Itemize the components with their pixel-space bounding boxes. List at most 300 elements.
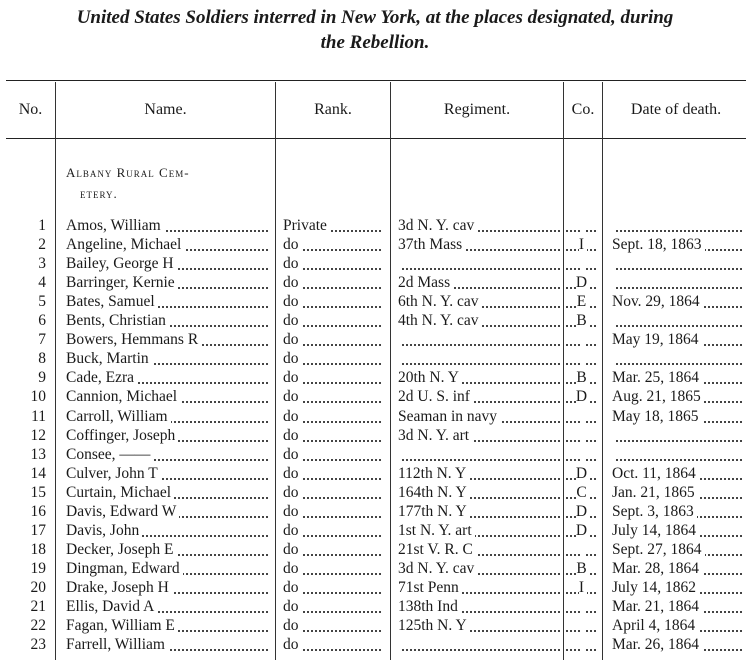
cell-no-text: 7	[38, 331, 46, 349]
cell-name	[66, 578, 272, 598]
cell-no-text: 15	[30, 483, 46, 501]
dot-leader	[566, 554, 596, 556]
cell-name-text: Drake, Joseph H	[66, 579, 172, 596]
cell-rank	[283, 578, 385, 598]
cell-name	[66, 349, 272, 369]
cell-rank	[283, 540, 385, 560]
cell-name-text: Davis, John	[66, 522, 142, 539]
cell-name	[66, 521, 272, 541]
header-co: Co.	[571, 101, 595, 118]
cell-regiment	[398, 387, 564, 407]
cell-name-text: Amos, William	[66, 217, 164, 234]
cell-date	[612, 426, 746, 446]
cell-co	[566, 254, 600, 274]
cell-regiment-text	[398, 446, 401, 463]
cell-name	[66, 311, 272, 331]
cell-name-text: Consee, ——	[66, 446, 153, 463]
cell-co	[566, 330, 600, 350]
cell-no-text: 5	[38, 293, 46, 311]
cell-no	[8, 578, 46, 598]
dot-leader	[612, 440, 742, 442]
cell-no	[8, 292, 46, 312]
cell-rank	[283, 502, 385, 522]
cell-rank	[283, 635, 385, 655]
cell-regiment-text: 71st Penn	[398, 579, 462, 596]
header-name: Name.	[144, 101, 187, 118]
dot-leader	[398, 459, 560, 461]
cell-rank-text: do	[283, 446, 302, 463]
table-row	[0, 273, 750, 293]
cell-regiment-text: 112th N. Y	[398, 465, 469, 482]
cell-regiment-text: 3d N. Y. art	[398, 427, 472, 444]
cell-regiment	[398, 330, 564, 350]
cell-regiment-text: 3d N. Y. cav	[398, 560, 477, 577]
cell-date-text: Oct. 11, 1864	[612, 465, 699, 482]
cell-name-text: Fagan, William E	[66, 617, 178, 634]
cell-date	[612, 407, 746, 427]
cell-co	[566, 540, 600, 560]
table-row	[0, 597, 750, 617]
cell-date	[612, 330, 746, 350]
cell-regiment-text	[398, 350, 401, 367]
cell-regiment	[398, 578, 564, 598]
cell-regiment	[398, 597, 564, 617]
cell-regiment	[398, 616, 564, 636]
section-heading	[66, 162, 266, 204]
cell-date	[612, 483, 746, 503]
cell-co-text	[582, 446, 585, 463]
cell-co	[566, 216, 600, 236]
cell-regiment	[398, 521, 564, 541]
cell-date-text: Sept. 3, 1863	[612, 503, 697, 520]
cell-no-text: 14	[30, 464, 46, 482]
cell-date-text: Sept. 18, 1863	[612, 236, 705, 253]
cell-no-text: 22	[30, 617, 46, 635]
cell-date	[612, 616, 746, 636]
cell-rank	[283, 368, 385, 388]
cell-rank	[283, 426, 385, 446]
cell-date	[612, 235, 746, 255]
cell-regiment-text	[398, 255, 401, 272]
cell-regiment	[398, 635, 564, 655]
dot-leader	[398, 649, 560, 651]
header-rank: Rank.	[314, 101, 352, 118]
cell-no	[8, 368, 46, 388]
cell-rank-text: do	[283, 427, 302, 444]
cell-co-text	[582, 255, 585, 272]
dot-leader	[398, 268, 560, 270]
cell-rank-text: do	[283, 331, 302, 348]
table-row	[0, 311, 750, 331]
cell-rank-text: do	[283, 465, 302, 482]
cell-regiment-text: 3d N. Y. cav	[398, 217, 477, 234]
cell-date-text	[612, 312, 615, 329]
cell-co-text	[582, 427, 585, 444]
dot-leader	[612, 459, 742, 461]
dot-leader	[398, 363, 560, 365]
cell-regiment	[398, 426, 564, 446]
cell-date	[612, 368, 746, 388]
cell-name	[66, 235, 272, 255]
cell-no	[8, 426, 46, 446]
cell-co	[566, 273, 600, 293]
cell-co	[566, 616, 600, 636]
cell-date	[612, 349, 746, 369]
dot-leader	[566, 611, 596, 613]
table-row	[0, 235, 750, 255]
cell-date	[612, 578, 746, 598]
dot-leader	[612, 268, 742, 270]
cell-rank-text: do	[283, 560, 302, 577]
cell-name	[66, 216, 272, 236]
cell-regiment-text: 37th Mass	[398, 236, 465, 253]
cell-co-text: D	[576, 522, 590, 539]
dot-leader	[566, 630, 596, 632]
cell-rank	[283, 216, 385, 236]
cell-co	[566, 502, 600, 522]
cell-no	[8, 559, 46, 579]
section-heading-line-2: etery.	[80, 186, 118, 201]
cell-no-text: 23	[30, 636, 46, 654]
cell-regiment-text: 138th Ind	[398, 598, 461, 615]
cell-co-text: B	[576, 312, 589, 329]
table-row	[0, 368, 750, 388]
cell-no-text: 16	[30, 502, 46, 520]
cell-no	[8, 445, 46, 465]
dot-leader	[612, 363, 742, 365]
cell-co-text	[582, 617, 585, 634]
cell-rank	[283, 483, 385, 503]
cell-no	[8, 597, 46, 617]
cell-date-text: April 4, 1864	[612, 617, 698, 634]
cell-regiment-text: 164th N. Y	[398, 484, 470, 501]
cell-co-text: B	[576, 369, 589, 386]
cell-co-text: C	[576, 484, 589, 501]
cell-name-text: Buck, Martin	[66, 350, 152, 367]
table-row	[0, 216, 750, 236]
cell-co-text	[582, 408, 585, 425]
cell-rank	[283, 349, 385, 369]
cell-name-text: Coffinger, Joseph	[66, 427, 178, 444]
cell-no-text: 1	[38, 217, 46, 234]
cell-date	[612, 597, 746, 617]
cell-rank-text: do	[283, 579, 302, 596]
cell-date	[612, 540, 746, 560]
cell-co	[566, 368, 600, 388]
cell-co-text	[582, 217, 585, 234]
cell-rank-text: do	[283, 388, 302, 405]
section-heading-line-1: Albany Rural Cem-	[66, 165, 190, 180]
cell-co-text	[582, 541, 585, 558]
cell-regiment-text	[398, 331, 401, 348]
dot-leader	[612, 287, 742, 289]
cell-name	[66, 635, 272, 655]
cell-date	[612, 216, 746, 236]
cell-co-text: D	[576, 274, 590, 291]
cell-date	[612, 311, 746, 331]
cell-no	[8, 635, 46, 655]
cell-name-text: Cade, Ezra	[66, 369, 137, 386]
table-row	[0, 349, 750, 369]
cell-no	[8, 387, 46, 407]
cell-no-text: 21	[30, 598, 46, 615]
cell-co	[566, 407, 600, 427]
cell-no	[8, 502, 46, 522]
dot-leader	[566, 649, 596, 651]
dot-leader	[566, 230, 596, 232]
cell-regiment	[398, 368, 564, 388]
cell-name	[66, 464, 272, 484]
cell-co	[566, 597, 600, 617]
cell-co-text: D	[576, 503, 590, 520]
cell-date-text	[612, 446, 615, 463]
cell-co	[566, 292, 600, 312]
table-row	[0, 559, 750, 579]
cell-rank-text: do	[283, 598, 302, 615]
cell-date-text: May 18, 1865	[612, 408, 702, 425]
cell-name-text: Davis, Edward W	[66, 503, 179, 520]
cell-co	[566, 235, 600, 255]
table-row	[0, 483, 750, 503]
cell-date-text	[612, 427, 615, 444]
cell-rank-text: do	[283, 274, 302, 291]
cell-co	[566, 445, 600, 465]
cell-rank-text: Private	[283, 217, 330, 234]
cell-co-text: E	[577, 293, 589, 310]
cell-name-text: Cannion, Michael	[66, 388, 180, 405]
cell-no	[8, 254, 46, 274]
cell-co-text: B	[576, 560, 589, 577]
cell-name	[66, 254, 272, 274]
cell-rank-text: do	[283, 522, 302, 539]
dot-leader	[566, 344, 596, 346]
cell-date	[612, 445, 746, 465]
table-row	[0, 635, 750, 655]
cell-rank	[283, 407, 385, 427]
cell-co	[566, 483, 600, 503]
cell-co	[566, 559, 600, 579]
cell-rank	[283, 235, 385, 255]
cell-rank-text: do	[283, 503, 302, 520]
cell-co	[566, 521, 600, 541]
cell-co	[566, 349, 600, 369]
cell-no-text: 17	[30, 521, 46, 539]
cell-no-text: 18	[30, 540, 46, 558]
cell-date-text: May 19, 1864	[612, 331, 702, 348]
table-row	[0, 445, 750, 465]
cell-rank	[283, 330, 385, 350]
cell-name	[66, 273, 272, 293]
cell-date-text	[612, 255, 615, 272]
cell-regiment-text: 177th N. Y	[398, 503, 470, 520]
cell-no	[8, 235, 46, 255]
cell-no	[8, 330, 46, 350]
cell-regiment	[398, 349, 564, 369]
cell-no-text: 11	[31, 407, 46, 425]
dot-leader	[612, 325, 742, 327]
cell-no-text: 2	[38, 236, 46, 254]
cell-no	[8, 616, 46, 636]
header-rule	[6, 138, 746, 139]
cell-name-text: Dingman, Edward	[66, 560, 183, 577]
cell-rank	[283, 311, 385, 331]
cell-date	[612, 464, 746, 484]
cell-name	[66, 540, 272, 560]
cell-date	[612, 521, 746, 541]
cell-no	[8, 521, 46, 541]
cell-co	[566, 635, 600, 655]
cell-rank	[283, 292, 385, 312]
table-row	[0, 616, 750, 636]
cell-name	[66, 426, 272, 446]
cell-date-text: July 14, 1864	[612, 522, 699, 539]
cell-name-text: Carroll, William	[66, 408, 171, 425]
cell-rank	[283, 616, 385, 636]
cell-co	[566, 464, 600, 484]
cell-rank	[283, 445, 385, 465]
cell-regiment	[398, 273, 564, 293]
table-row	[0, 330, 750, 350]
cell-date	[612, 559, 746, 579]
cell-regiment-text: 21st V. R. C	[398, 541, 476, 558]
cell-no	[8, 311, 46, 331]
cell-no	[8, 349, 46, 369]
cell-name-text: Curtain, Michael	[66, 484, 174, 501]
cell-co	[566, 578, 600, 598]
table-row	[0, 292, 750, 312]
cell-name-text: Bowers, Hemmans R	[66, 331, 201, 348]
cell-no	[8, 407, 46, 427]
cell-regiment-text: 1st N. Y. art	[398, 522, 475, 539]
cell-rank-text: do	[283, 369, 302, 386]
cell-co	[566, 426, 600, 446]
page-title-line-2: the Rebellion.	[320, 32, 430, 53]
cell-date-text: Mar. 21, 1864	[612, 598, 702, 615]
cell-regiment-text: Seaman in navy	[398, 408, 500, 425]
cell-date	[612, 502, 746, 522]
cell-rank	[283, 273, 385, 293]
cell-date-text: Nov. 29, 1864	[612, 293, 703, 310]
cell-date-text: Jan. 21, 1865	[612, 484, 698, 501]
cell-regiment	[398, 407, 564, 427]
cell-regiment	[398, 311, 564, 331]
cell-no-text: 8	[38, 350, 46, 368]
cell-no-text: 9	[38, 369, 46, 387]
cell-name	[66, 559, 272, 579]
table-row	[0, 578, 750, 598]
cell-no	[8, 540, 46, 560]
dot-leader	[566, 440, 596, 442]
cell-date-text: July 14, 1862	[612, 579, 699, 596]
cell-rank-text: do	[283, 293, 302, 310]
cell-date-text	[612, 274, 615, 291]
cell-rank	[283, 254, 385, 274]
dot-leader	[566, 268, 596, 270]
cell-regiment-text: 6th N. Y. cav	[398, 293, 482, 310]
cell-name	[66, 330, 272, 350]
cell-date-text: Mar. 26, 1864	[612, 636, 702, 653]
cell-date-text	[612, 217, 615, 234]
cell-co	[566, 311, 600, 331]
cell-date-text: Aug. 21, 1865	[612, 388, 704, 405]
cell-no-text: 3	[38, 255, 46, 273]
cell-name	[66, 292, 272, 312]
cell-name-text: Ellis, David A	[66, 598, 157, 615]
cell-regiment-text: 4th N. Y. cav	[398, 312, 482, 329]
cell-regiment	[398, 464, 564, 484]
top-rule	[6, 80, 746, 81]
table-row	[0, 426, 750, 446]
cell-name	[66, 387, 272, 407]
cell-rank	[283, 597, 385, 617]
cell-co-text: D	[576, 388, 590, 405]
cell-no-text: 20	[30, 578, 46, 596]
cell-date-text: Mar. 28, 1864	[612, 560, 702, 577]
cell-date-text: Sept. 27, 1864	[612, 541, 705, 558]
cell-no	[8, 216, 46, 236]
cell-no-text: 4	[38, 274, 46, 292]
cell-regiment	[398, 445, 564, 465]
cell-name-text: Bates, Samuel	[66, 293, 158, 310]
cell-name	[66, 445, 272, 465]
cell-rank-text: do	[283, 350, 302, 367]
cell-name-text: Bents, Christian	[66, 312, 169, 329]
cell-name	[66, 502, 272, 522]
header-no: No.	[18, 101, 43, 118]
cell-regiment-text	[398, 636, 401, 653]
cell-rank-text: do	[283, 255, 302, 272]
cell-name	[66, 616, 272, 636]
cell-name	[66, 407, 272, 427]
cell-no	[8, 464, 46, 484]
table-row	[0, 521, 750, 541]
cell-no-text: 12	[30, 426, 46, 444]
cell-co-text	[582, 636, 585, 653]
cell-rank-text: do	[283, 636, 302, 653]
cell-regiment	[398, 483, 564, 503]
cell-date-text	[612, 350, 615, 367]
cell-regiment	[398, 502, 564, 522]
cell-regiment-text: 2d U. S. inf	[398, 388, 473, 405]
cell-rank-text: do	[283, 541, 302, 558]
cell-date	[612, 254, 746, 274]
cell-regiment-text: 20th N. Y	[398, 369, 462, 386]
table-row	[0, 502, 750, 522]
cell-co-text	[582, 350, 585, 367]
cell-date	[612, 387, 746, 407]
cell-co	[566, 387, 600, 407]
table-row	[0, 464, 750, 484]
cell-name-text: Culver, John T	[66, 465, 161, 482]
cell-date	[612, 292, 746, 312]
cell-no-text: 19	[30, 559, 46, 577]
cell-name-text: Bailey, George H	[66, 255, 177, 272]
cell-regiment	[398, 540, 564, 560]
cell-rank-text: do	[283, 312, 302, 329]
cell-rank	[283, 559, 385, 579]
cell-name-text: Farrell, William	[66, 636, 168, 653]
dot-leader	[566, 363, 596, 365]
cell-regiment	[398, 254, 564, 274]
cell-rank-text: do	[283, 408, 302, 425]
table-row	[0, 254, 750, 274]
cell-rank	[283, 387, 385, 407]
cell-rank-text: do	[283, 617, 302, 634]
cell-no-text: 6	[38, 312, 46, 330]
cell-regiment	[398, 235, 564, 255]
cell-rank	[283, 521, 385, 541]
cell-date	[612, 273, 746, 293]
